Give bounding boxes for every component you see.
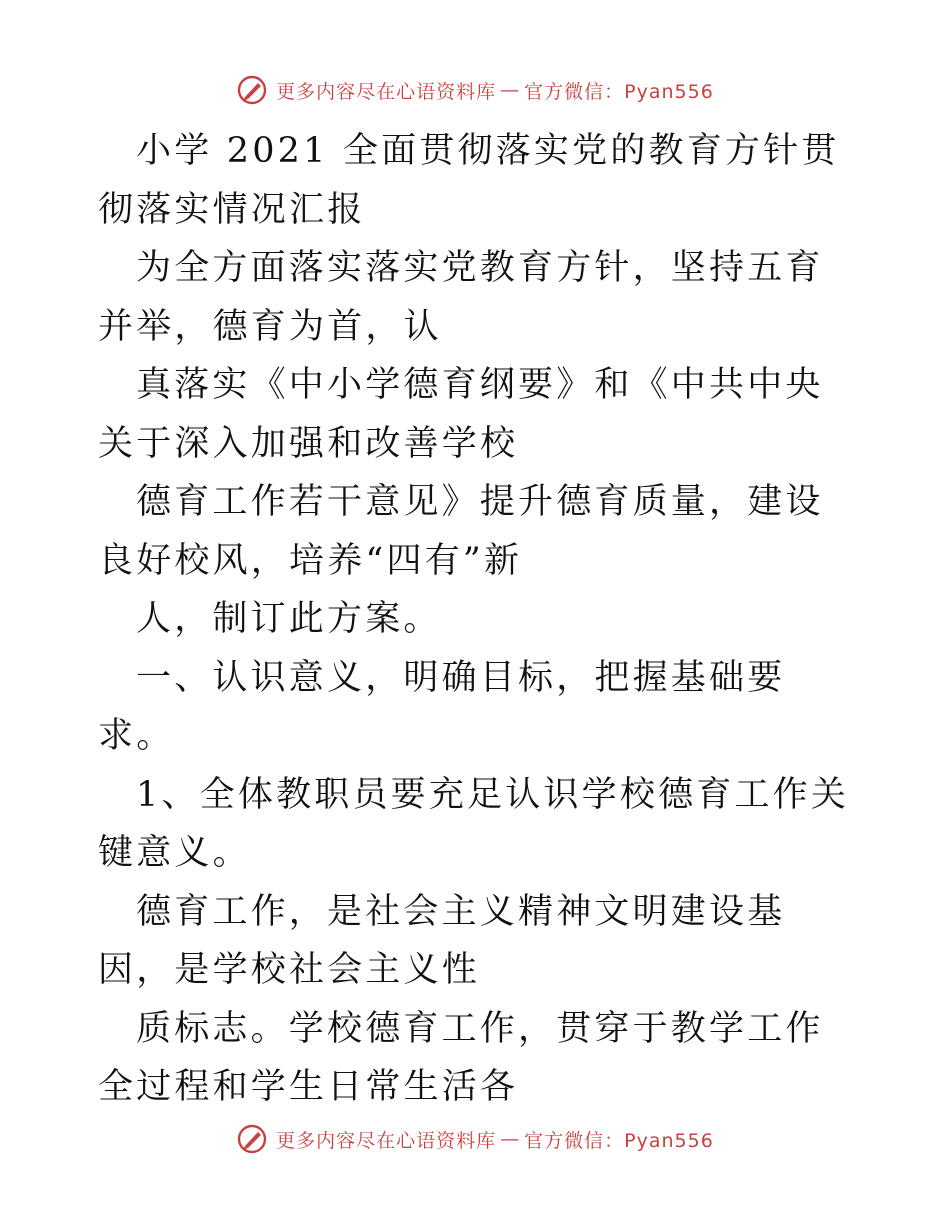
- document-body: [98, 122, 858, 1117]
- body-paragraph: 为全方面落实落实党教育方针，坚持五育并举，德育为首，认: [98, 248, 824, 347]
- section-heading: 一、认识意义，明确目标，把握基础要求。: [98, 657, 786, 756]
- body-paragraph: 德育工作，是社会主义精神文明建设基因，是学校社会主义性: [98, 891, 786, 990]
- quill-pen-logo-icon: [236, 1123, 268, 1155]
- quill-pen-logo-icon: [236, 74, 268, 106]
- header-watermark-banner: [0, 70, 950, 110]
- body-paragraph: 质标志。学校德育工作，贯穿于教学工作全过程和学生日常生活各: [98, 1008, 824, 1107]
- banner-site-text: 更多内容尽在心语资料库: [276, 1129, 497, 1152]
- body-paragraph: 德育工作若干意见》提升德育质量，建设良好校风，培养“四有”新: [98, 482, 824, 581]
- body-paragraph: 1、全体教职员要充足认识学校德育工作关键意义。: [98, 774, 850, 873]
- banner-site-text: 更多内容尽在心语资料库: [276, 80, 497, 103]
- document-title: 小学 2021 全面贯彻落实党的教育方针贯彻落实情况汇报: [98, 131, 840, 230]
- banner-dash: —: [500, 1128, 521, 1150]
- banner-wechat-text: 官方微信：Pyan556: [524, 1129, 714, 1152]
- banner-wechat-text: 官方微信：Pyan556: [524, 80, 714, 103]
- body-paragraph: 真落实《中小学德育纲要》和《中共中央关于深入加强和改善学校: [98, 365, 824, 464]
- body-paragraph: 人，制订此方案。: [136, 599, 442, 639]
- footer-watermark-banner: [0, 1119, 950, 1159]
- banner-dash: —: [500, 79, 521, 101]
